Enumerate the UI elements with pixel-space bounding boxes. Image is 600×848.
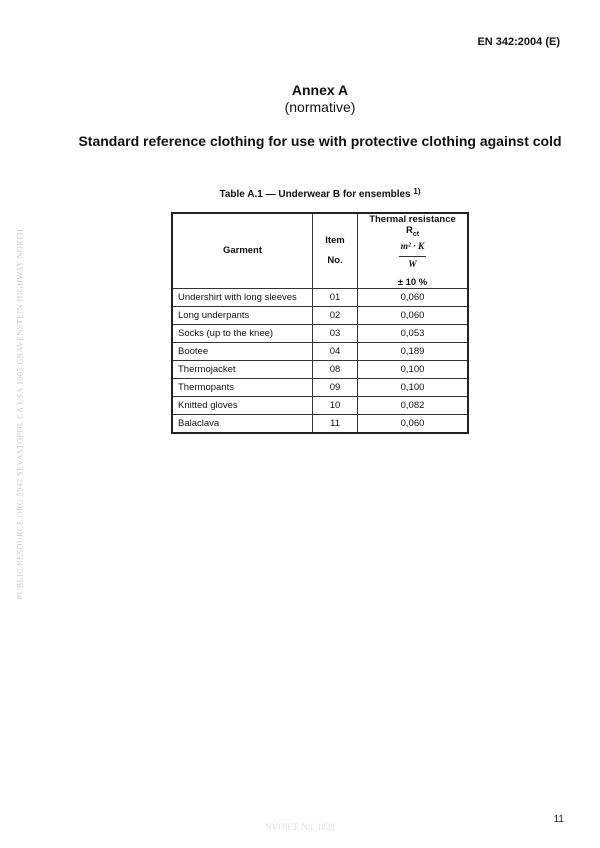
cell-item-no: 04 (313, 342, 358, 360)
cell-garment: Thermojacket (172, 360, 313, 378)
table-row (172, 342, 468, 360)
cell-item-no: 01 (313, 288, 358, 306)
thermal-label (363, 214, 462, 238)
cell-thermal: 0,100 (358, 378, 469, 396)
header-item-line2: No. (327, 254, 343, 266)
unit-numerator: m² · K (399, 241, 427, 257)
section-heading: Standard reference clothing for use with protective clothing against cold (78, 133, 562, 149)
cell-item-no: 09 (313, 378, 358, 396)
cell-thermal: 0,053 (358, 324, 469, 342)
cell-thermal: 0,082 (358, 396, 469, 414)
table-row (172, 288, 468, 306)
cell-garment: Knitted gloves (172, 396, 313, 414)
table-row (172, 306, 468, 324)
annex-subtitle: (normative) (284, 99, 356, 115)
cell-garment: Undershirt with long sleeves (172, 288, 313, 306)
cell-item-no: 08 (313, 360, 358, 378)
table-caption (0, 189, 600, 200)
table-row (172, 396, 468, 414)
table-caption-footnote: 1) (413, 187, 421, 196)
side-watermark: PUBLIC.RESOURCE.ORG 5942 SEVASTOPOL CA USA 1005 GRAVENSTEIN HIGHWAY NORTH (15, 228, 25, 600)
header-thermal-resistance (358, 213, 469, 288)
cell-garment: Thermopants (172, 378, 313, 396)
cell-thermal: 0,060 (358, 306, 469, 324)
thermal-label-text: Thermal resistance R (369, 214, 456, 236)
cell-garment: Bootee (172, 342, 313, 360)
table-row (172, 360, 468, 378)
cell-thermal: 0,100 (358, 360, 469, 378)
table-row (172, 378, 468, 396)
cell-item-no: 10 (313, 396, 358, 414)
annex-title: Annex A (291, 82, 349, 98)
cell-item-no: 11 (313, 414, 358, 433)
unit-fraction (399, 241, 427, 272)
header-item-no (313, 213, 358, 288)
cell-garment: Socks (up to the knee) (172, 324, 313, 342)
header-item-line1: Item (325, 234, 345, 246)
cell-item-no: 03 (313, 324, 358, 342)
cell-garment: Long underpants (172, 306, 313, 324)
table-row (172, 414, 468, 433)
tolerance: ± 10 % (397, 276, 428, 288)
table-header-row (172, 213, 468, 288)
standard-code: EN 342:2004 (E) (477, 36, 560, 48)
thermal-label-subscript: ct (412, 230, 420, 238)
footer-watermark: NVOICE No. 1823 (265, 822, 335, 832)
header-garment: Garment (172, 213, 313, 288)
page-number: 11 (553, 814, 564, 825)
cell-thermal: 0,189 (358, 342, 469, 360)
unit-denominator: W (408, 259, 417, 270)
cell-garment: Balaclava (172, 414, 313, 433)
cell-thermal: 0,060 (358, 288, 469, 306)
cell-item-no: 02 (313, 306, 358, 324)
underwear-table (171, 212, 469, 434)
table-row (172, 324, 468, 342)
cell-thermal: 0,060 (358, 414, 469, 433)
table-caption-text: Table A.1 — Underwear B for ensembles (219, 189, 411, 200)
